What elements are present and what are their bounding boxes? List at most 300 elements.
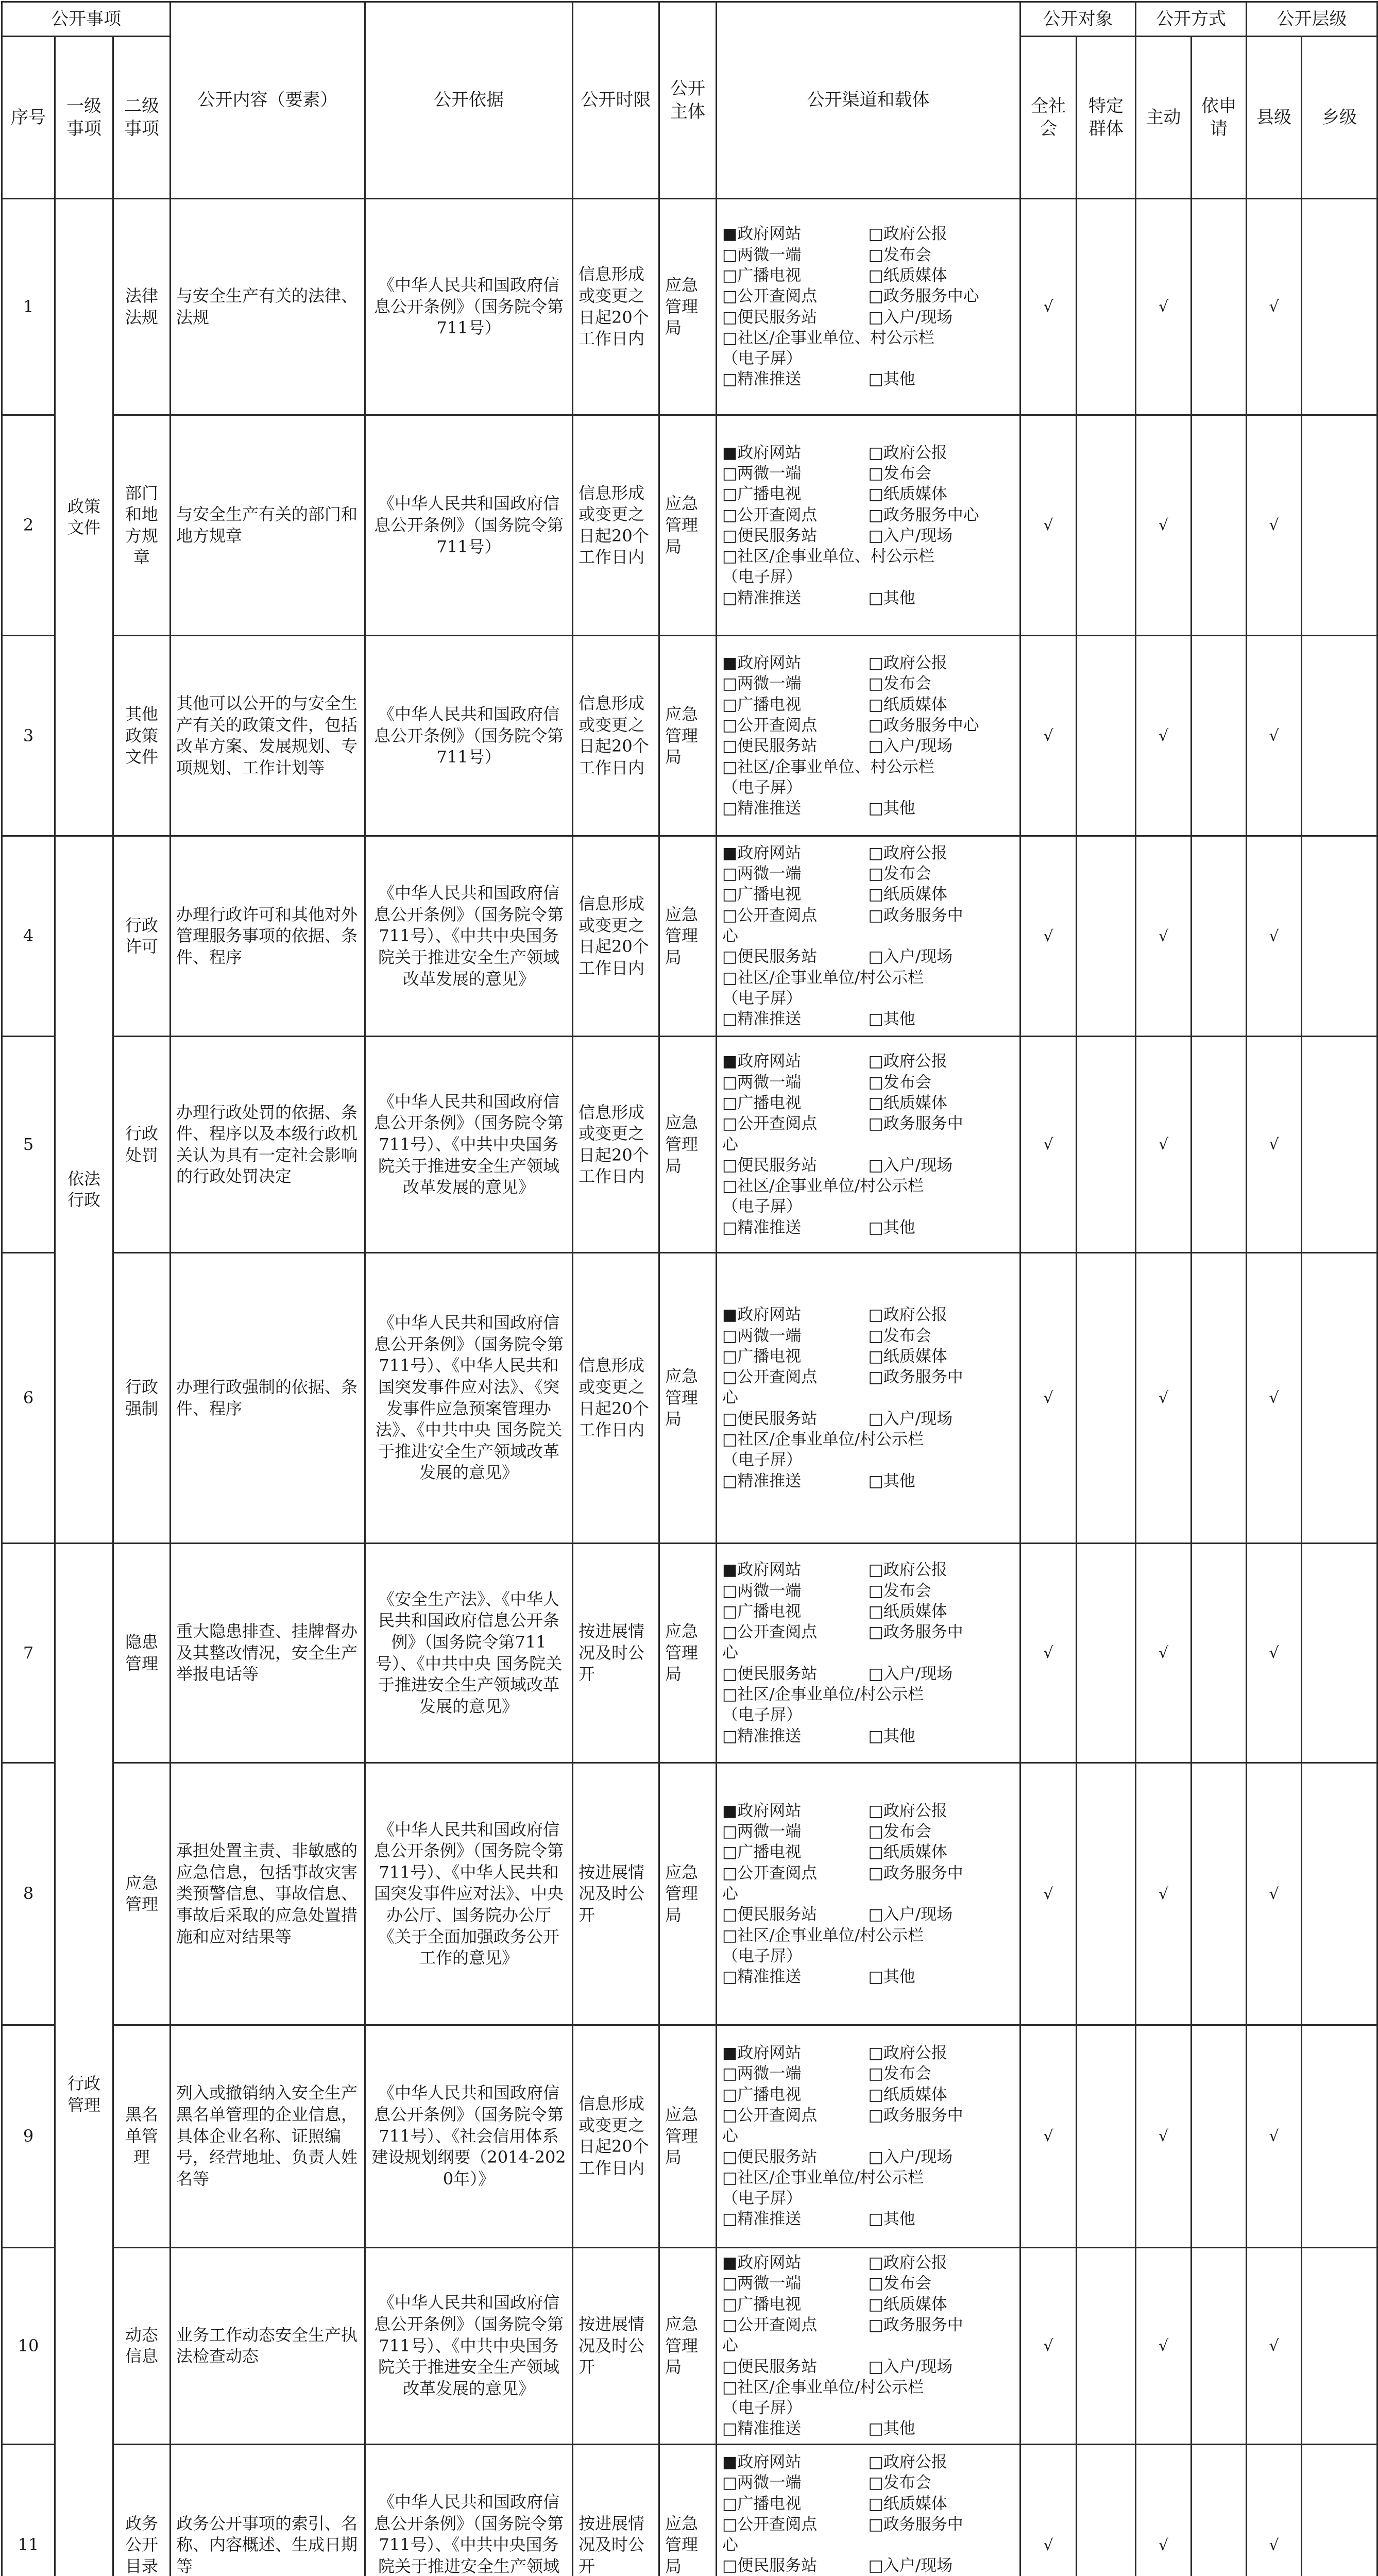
channel-label-reading: 公开查阅点	[737, 1863, 818, 1883]
channel-label-gazette: 政府公报	[883, 2253, 947, 2273]
checked-box-icon: ■	[722, 654, 738, 673]
header-level-town: 乡级	[1302, 37, 1377, 199]
channel-line	[722, 2418, 1014, 2439]
audience-group-mark	[1077, 1037, 1136, 1253]
channel-option	[722, 369, 869, 389]
channel-label-onsite: 入户/现场	[883, 1409, 953, 1428]
empty-box-icon: □	[722, 485, 738, 504]
channel-label-tv: 广播电视	[737, 695, 802, 714]
empty-box-icon: □	[868, 1726, 883, 1745]
time-limit: 信息形成或变更之日起20个工作日内	[573, 836, 659, 1037]
channel-option	[722, 2472, 869, 2493]
channel-label-press: 发布会	[883, 2473, 931, 2493]
channel-label-reading: 公开查阅点	[737, 505, 818, 524]
channel-option	[722, 1726, 869, 1747]
channel-line	[722, 443, 1014, 463]
channel-option	[869, 1842, 1015, 1862]
empty-box-icon: □	[722, 2556, 738, 2575]
empty-box-icon: □	[868, 1347, 883, 1366]
channel-label-screen: （电子屏）	[722, 568, 802, 587]
channel-label-tv: 广播电视	[737, 2295, 802, 2314]
channel-line	[722, 1326, 1014, 1346]
channel-label-service-center: 政务服务中心	[883, 287, 979, 306]
channel-line	[722, 1622, 1014, 1642]
channel-label-two-micro: 两微一端	[737, 674, 802, 693]
empty-box-icon: □	[868, 2044, 883, 2063]
channel-label-reading: 公开查阅点	[737, 1114, 818, 1133]
channel-line	[722, 286, 1014, 307]
channel-line	[722, 926, 1014, 946]
channel-label-service-center-a: 政务服务中	[883, 2106, 963, 2125]
channel-option	[869, 1560, 1015, 1580]
channel-line	[722, 328, 1014, 348]
empty-box-icon: □	[722, 737, 738, 756]
empty-box-icon: □	[868, 2494, 883, 2513]
channel-option	[722, 673, 869, 694]
empty-box-icon: □	[722, 947, 738, 967]
channel-option	[722, 443, 869, 463]
empty-box-icon: □	[722, 2315, 738, 2334]
channel-option	[869, 694, 1015, 715]
method-active-mark: √	[1136, 2025, 1192, 2247]
header-method-apply: 依申请	[1192, 37, 1247, 199]
empty-box-icon: □	[868, 1843, 883, 1862]
disclosure-content: 承担处置主责、非敏感的应急信息，包括事故灾害类预警信息、事故信息、事故后采取的应急处置措施和应对结果等	[171, 1763, 365, 2025]
empty-box-icon: □	[722, 2494, 738, 2513]
level2-category: 部门和地方规章	[113, 415, 171, 636]
channel-option	[869, 863, 1015, 884]
row-number: 5	[2, 1037, 55, 1253]
channel-option	[869, 484, 1015, 504]
level-county-mark: √	[1247, 1763, 1302, 2025]
level2-category: 行政处罚	[113, 1037, 171, 1253]
channel-label-paper: 纸质媒体	[883, 1347, 947, 1366]
method-active-mark: √	[1136, 415, 1192, 636]
row-number: 6	[2, 1253, 55, 1544]
time-limit: 按进展情况及时公开	[573, 2247, 659, 2445]
empty-box-icon: □	[868, 1306, 883, 1325]
channel-label-press: 发布会	[883, 2274, 931, 2293]
method-apply-mark	[1192, 2247, 1247, 2445]
empty-box-icon: □	[868, 1801, 883, 1820]
channel-option	[869, 2418, 1015, 2439]
channel-line	[722, 1093, 1014, 1113]
channel-label-service-station: 便民服务站	[737, 308, 818, 327]
channel-line	[722, 1705, 1014, 1725]
disclosure-content: 重大隐患排查、挂牌督办及其整改情况，安全生产举报电话等	[171, 1543, 365, 1762]
channel-label-service-center-b: 心	[722, 2127, 738, 2146]
channel-label-paper: 纸质媒体	[883, 695, 947, 714]
channel-label-service-center-a: 政务服务中	[883, 2515, 963, 2534]
channel-label-service-station: 便民服务站	[737, 947, 818, 967]
channel-label-onsite: 入户/现场	[883, 1156, 953, 1175]
channel-line	[722, 777, 1014, 798]
channel-line	[722, 369, 1014, 389]
level-town-mark	[1302, 1543, 1377, 1762]
audience-group-mark	[1077, 415, 1136, 636]
channel-label-onsite: 入户/现场	[883, 2357, 953, 2376]
disclosure-subject: 应急管理局	[659, 1037, 717, 1253]
channel-label-gazette: 政府公报	[883, 1561, 947, 1580]
channel-option	[869, 2514, 1015, 2535]
empty-box-icon: □	[722, 464, 738, 483]
channel-label-two-micro: 两微一端	[737, 2064, 802, 2083]
channel-option	[722, 1622, 869, 1642]
header-audience: 公开对象	[1020, 2, 1136, 37]
empty-box-icon: □	[722, 370, 738, 389]
channel-label-precise: 精准推送	[737, 370, 802, 389]
level-town-mark	[1302, 1763, 1377, 2025]
disclosure-content: 办理行政许可和其他对外管理服务事项的依据、条件、程序	[171, 836, 365, 1037]
channel-line	[722, 1134, 1014, 1155]
row-number: 7	[2, 1543, 55, 1762]
channel-option	[722, 1072, 869, 1093]
level-county-mark: √	[1247, 199, 1302, 415]
empty-box-icon: □	[868, 1471, 883, 1490]
disclosure-content: 其他可以公开的与安全生产有关的政策文件，包括改革方案、发展规划、专项规划、工作计划等	[171, 636, 365, 836]
empty-box-icon: □	[868, 1623, 883, 1642]
empty-box-icon: □	[868, 370, 883, 389]
channel-option	[722, 2209, 869, 2229]
channel-option	[869, 443, 1015, 463]
channel-label-gov-site: 政府网站	[737, 225, 802, 244]
empty-box-icon: □	[722, 2378, 738, 2397]
channel-line	[722, 736, 1014, 756]
channel-label-gov-site: 政府网站	[737, 2044, 802, 2063]
channel-line	[722, 1387, 1014, 1408]
header-level-county: 县级	[1247, 37, 1302, 199]
empty-box-icon: □	[722, 588, 738, 607]
empty-box-icon: □	[722, 1094, 738, 1112]
empty-box-icon: □	[868, 1156, 883, 1175]
channel-line	[722, 2555, 1014, 2576]
channel-label-two-micro: 两微一端	[737, 1822, 802, 1841]
channel-line	[722, 673, 1014, 694]
time-limit: 信息形成或变更之日起20个工作日内	[573, 415, 659, 636]
channel-label-precise: 精准推送	[737, 2419, 802, 2438]
channel-option	[722, 2452, 869, 2472]
empty-box-icon: □	[868, 865, 883, 884]
channel-option	[869, 307, 1015, 328]
channel-option	[869, 736, 1015, 756]
level-town-mark	[1302, 636, 1377, 836]
audience-group-mark	[1077, 836, 1136, 1037]
method-apply-mark	[1192, 1763, 1247, 2025]
channel-option	[869, 2294, 1015, 2315]
channel-option	[869, 526, 1015, 546]
channel-option	[722, 1217, 869, 1238]
channel-option	[869, 1601, 1015, 1622]
empty-box-icon: □	[868, 843, 883, 862]
channel-label-board-alt: 社区/企事业单位/村公示栏	[737, 968, 924, 987]
level-county-mark: √	[1247, 836, 1302, 1037]
channel-option	[722, 307, 869, 328]
channel-option	[722, 265, 869, 286]
channel-option	[869, 1051, 1015, 1072]
channel-line	[722, 1664, 1014, 1684]
audience-all-mark: √	[1020, 2445, 1077, 2576]
level-county-mark: √	[1247, 415, 1302, 636]
empty-box-icon: □	[868, 2419, 883, 2438]
channel-label-tv: 广播电视	[737, 1094, 802, 1112]
channel-option	[722, 653, 869, 673]
channel-option	[869, 2084, 1015, 2105]
channel-label-press: 发布会	[883, 1822, 931, 1841]
channel-option	[722, 1326, 869, 1346]
channel-line	[722, 2294, 1014, 2315]
channel-label-service-station: 便民服务站	[737, 1409, 818, 1428]
channel-label-precise: 精准推送	[737, 1010, 802, 1029]
channel-line	[722, 1726, 1014, 1747]
channel-label-service-center-a: 政务服务中	[883, 2315, 963, 2334]
empty-box-icon: □	[868, 1094, 883, 1112]
channel-label-gazette: 政府公报	[883, 843, 947, 862]
empty-box-icon: □	[722, 695, 738, 714]
channel-option	[722, 2063, 869, 2084]
disclosure-basis: 《中华人民共和国政府信息公开条例》（国务院令第711号）	[365, 636, 573, 836]
channel-label-press: 发布会	[883, 464, 931, 483]
empty-box-icon: □	[868, 1114, 883, 1133]
empty-box-icon: □	[868, 485, 883, 504]
channel-option	[722, 286, 869, 307]
empty-box-icon: □	[722, 674, 738, 693]
empty-box-icon: □	[868, 885, 883, 904]
channel-line	[722, 526, 1014, 546]
header-channels: 公开渠道和载体	[717, 2, 1020, 199]
channel-label-screen: （电子屏）	[722, 989, 802, 1008]
channel-line	[722, 2377, 1014, 2398]
channel-option	[722, 463, 869, 484]
empty-box-icon: □	[868, 1581, 883, 1600]
disclosure-basis: 《中华人民共和国政府信息公开条例》（国务院令第711号）	[365, 199, 573, 415]
channel-label-gov-site: 政府网站	[737, 1561, 802, 1580]
empty-box-icon: □	[868, 2253, 883, 2273]
empty-box-icon: □	[868, 225, 883, 244]
audience-all-mark: √	[1020, 636, 1077, 836]
channel-line	[722, 2147, 1014, 2167]
channel-option	[722, 1409, 869, 1429]
audience-all-mark: √	[1020, 415, 1077, 636]
channel-line	[722, 968, 1014, 988]
header-level: 公开层级	[1247, 2, 1377, 37]
level1-category: 行政管理	[55, 1543, 113, 2576]
channel-label-paper: 纸质媒体	[883, 1843, 947, 1862]
time-limit: 信息形成或变更之日起20个工作日内	[573, 2025, 659, 2247]
level2-category: 动态信息	[113, 2247, 171, 2445]
channel-option	[722, 1601, 869, 1622]
method-active-mark: √	[1136, 2445, 1192, 2576]
channel-label-tv: 广播电视	[737, 1602, 802, 1621]
channel-label-service-center: 政务服务中心	[883, 716, 979, 735]
empty-box-icon: □	[868, 2106, 883, 2125]
empty-box-icon: □	[722, 1905, 738, 1924]
channel-option	[869, 463, 1015, 484]
channel-option	[869, 653, 1015, 673]
disclosure-subject: 应急管理局	[659, 2247, 717, 2445]
channel-option	[722, 1967, 869, 1987]
channel-label-service-station: 便民服务站	[737, 1664, 818, 1683]
channel-option	[869, 1217, 1015, 1238]
channel-label-screen: （电子屏）	[722, 1197, 802, 1216]
channel-line	[722, 1346, 1014, 1367]
channel-label-gazette: 政府公报	[883, 1801, 947, 1820]
channel-label-two-micro: 两微一端	[737, 1073, 802, 1092]
empty-box-icon: □	[868, 464, 883, 483]
channel-label-onsite: 入户/现场	[883, 1664, 953, 1683]
channel-option	[869, 2063, 1015, 2084]
disclosure-basis: 《中华人民共和国政府信息公开条例》（国务院令第711号）、《中共中央国务院关于推进安全生产领域改革发展的意见》	[365, 836, 573, 1037]
channel-option	[869, 843, 1015, 863]
empty-box-icon: □	[722, 1326, 738, 1345]
channel-option	[869, 1726, 1015, 1747]
disclosure-subject: 应急管理局	[659, 415, 717, 636]
channel-option	[869, 245, 1015, 265]
empty-box-icon: □	[722, 2357, 738, 2376]
channel-label-paper: 纸质媒体	[883, 485, 947, 504]
method-apply-mark	[1192, 636, 1247, 836]
channel-option	[722, 2494, 869, 2514]
channel-option	[722, 484, 869, 504]
channels-cell	[717, 1253, 1020, 1544]
empty-box-icon: □	[722, 2295, 738, 2314]
channel-line	[722, 1863, 1014, 1884]
channel-label-press: 发布会	[883, 1326, 931, 1345]
channel-option	[722, 1801, 869, 1821]
channel-option	[722, 2418, 869, 2439]
channel-label-screen: （电子屏）	[722, 778, 802, 797]
table-row	[2, 1037, 1377, 1253]
method-active-mark: √	[1136, 1763, 1192, 2025]
channel-option	[869, 715, 1015, 736]
disclosure-basis: 《中华人民共和国政府信息公开条例》（国务院令第711号）、《中华人民共和国突发事件应对法》、中央办公厅、国务院办公厅《关于全面加强政务公开工作的意见》	[365, 1763, 573, 2025]
table-row	[2, 2025, 1377, 2247]
channel-line	[722, 884, 1014, 905]
channel-option	[869, 224, 1015, 244]
checked-box-icon: ■	[722, 225, 738, 244]
empty-box-icon: □	[868, 1863, 883, 1883]
level2-category: 行政许可	[113, 836, 171, 1037]
channel-option	[722, 2147, 869, 2167]
channel-option	[722, 736, 869, 756]
channel-option	[722, 694, 869, 715]
channel-label-precise: 精准推送	[737, 799, 802, 818]
channel-label-board: 社区/企事业单位、村公示栏	[737, 547, 934, 566]
channel-option	[869, 1367, 1015, 1387]
empty-box-icon: □	[722, 885, 738, 904]
channel-label-paper: 纸质媒体	[883, 1094, 947, 1112]
channel-line	[722, 2105, 1014, 2126]
method-active-mark: √	[1136, 2247, 1192, 2445]
channel-label-press: 发布会	[883, 245, 931, 264]
empty-box-icon: □	[868, 2515, 883, 2534]
channel-option	[869, 673, 1015, 694]
channel-label-service-center: 政务服务中心	[883, 505, 979, 524]
empty-box-icon: □	[722, 716, 738, 735]
checked-box-icon: ■	[722, 2253, 738, 2273]
channel-label-screen: （电子屏）	[722, 1706, 802, 1725]
row-number: 8	[2, 1763, 55, 2025]
checked-box-icon: ■	[722, 1561, 738, 1580]
method-active-mark: √	[1136, 1037, 1192, 1253]
channel-line	[722, 946, 1014, 967]
channel-option	[722, 905, 869, 926]
channel-label-screen: （电子屏）	[722, 1451, 802, 1470]
channel-option	[869, 2043, 1015, 2063]
audience-all-mark: √	[1020, 1253, 1077, 1544]
empty-box-icon: □	[868, 588, 883, 607]
channel-option	[869, 2209, 1015, 2229]
empty-box-icon: □	[868, 1326, 883, 1345]
table-row	[2, 636, 1377, 836]
channel-option	[869, 1009, 1015, 1029]
channel-label-screen: （电子屏）	[722, 2399, 802, 2418]
level-town-mark	[1302, 1037, 1377, 1253]
channel-option	[722, 2273, 869, 2294]
channel-option	[869, 2273, 1015, 2294]
channel-line	[722, 2084, 1014, 2105]
channel-label-precise: 精准推送	[737, 2210, 802, 2229]
empty-box-icon: □	[868, 2556, 883, 2575]
empty-box-icon: □	[722, 2064, 738, 2083]
channels-cell	[717, 2445, 1020, 2576]
level-town-mark	[1302, 2445, 1377, 2576]
method-apply-mark	[1192, 836, 1247, 1037]
channel-option	[869, 1326, 1015, 1346]
empty-box-icon: □	[868, 695, 883, 714]
method-active-mark: √	[1136, 636, 1192, 836]
disclosure-subject: 应急管理局	[659, 2025, 717, 2247]
audience-group-mark	[1077, 1543, 1136, 1762]
channel-option	[722, 1304, 869, 1325]
empty-box-icon: □	[722, 2419, 738, 2438]
channel-label-screen: （电子屏）	[722, 1946, 802, 1965]
channels-cell	[717, 636, 1020, 836]
channel-label-service-center-b: 心	[722, 1135, 738, 1154]
channel-label-gazette: 政府公报	[883, 2044, 947, 2063]
table-row	[2, 2247, 1377, 2445]
channel-line	[722, 2126, 1014, 2146]
audience-all-mark: √	[1020, 1543, 1077, 1762]
empty-box-icon: □	[722, 1177, 738, 1196]
disclosure-basis: 《中华人民共和国政府信息公开条例》（国务院令第711号）、《社会信用体系建设规划纲要（2014-2020年）》	[365, 2025, 573, 2247]
channel-line	[722, 905, 1014, 926]
disclosure-subject: 应急管理局	[659, 1253, 717, 1544]
audience-all-mark: √	[1020, 1037, 1077, 1253]
row-number: 1	[2, 199, 55, 415]
table-row	[2, 199, 1377, 415]
audience-group-mark	[1077, 636, 1136, 836]
channel-option	[722, 1560, 869, 1580]
channel-label-screen: （电子屏）	[722, 349, 802, 368]
channel-option	[869, 1471, 1015, 1492]
empty-box-icon: □	[722, 1218, 738, 1237]
channel-label-paper: 纸质媒体	[883, 2295, 947, 2314]
channel-option	[722, 1113, 869, 1134]
channel-line	[722, 2167, 1014, 2188]
channel-label-tv: 广播电视	[737, 2494, 802, 2513]
channel-option	[722, 2315, 869, 2335]
disclosure-table	[1, 1, 1378, 2576]
channel-label-press: 发布会	[883, 1073, 931, 1092]
empty-box-icon: □	[868, 906, 883, 925]
method-apply-mark	[1192, 1543, 1247, 1762]
channel-option	[722, 2043, 869, 2063]
time-limit: 按进展情况及时公开	[573, 1543, 659, 1762]
channel-label-board-alt: 社区/企事业单位/村公示栏	[737, 2378, 924, 2397]
empty-box-icon: □	[722, 865, 738, 884]
channel-option	[869, 2452, 1015, 2472]
level2-category: 政务公开目录	[113, 2445, 171, 2576]
